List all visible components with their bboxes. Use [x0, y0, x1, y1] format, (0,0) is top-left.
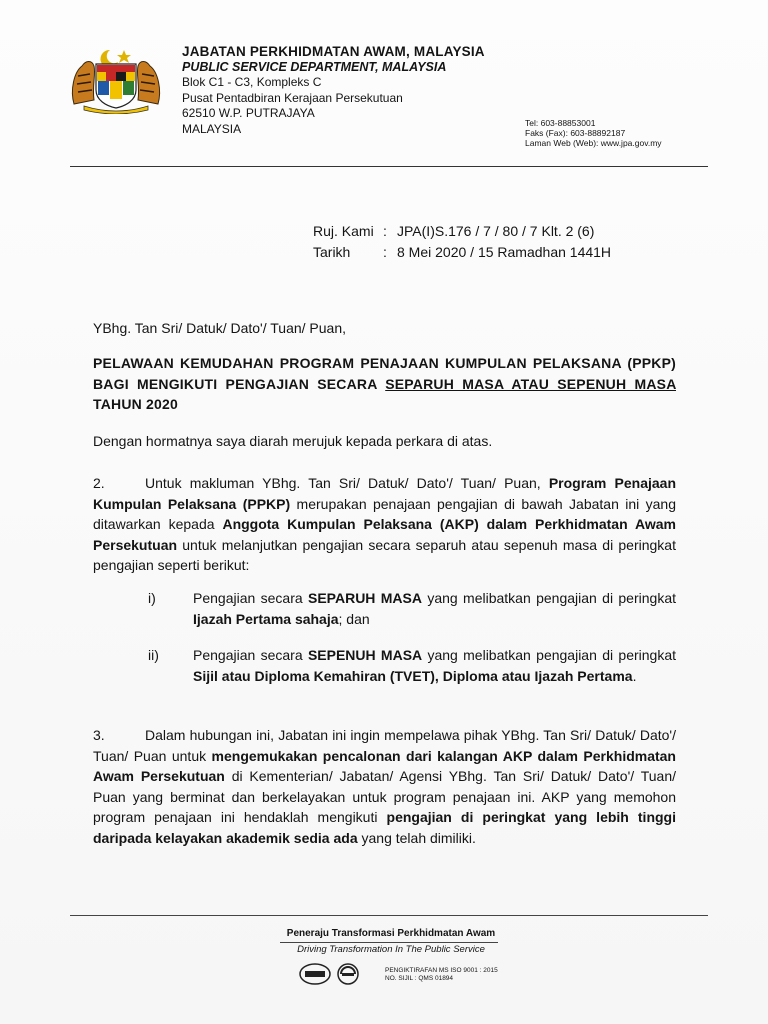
motto-underline: [280, 942, 498, 943]
paragraph-2: [93, 473, 676, 576]
org-name-en: PUBLIC SERVICE DEPARTMENT, MALAYSIA: [182, 59, 447, 74]
footer-motto-en: Driving Transformation In The Public Service: [297, 944, 485, 955]
item-text: .: [632, 667, 637, 684]
salutation: YBhg. Tan Sri/ Datuk/ Dato'/ Tuan/ Puan,: [93, 320, 347, 336]
title-year: TAHUN 2020: [93, 396, 178, 413]
contact-block: [525, 118, 662, 148]
item-bold: SEPENUH MASA: [307, 647, 423, 663]
paragraph-3: [93, 725, 676, 849]
ruj-label: Ruj. Kami: [313, 223, 374, 239]
paragraph-bold: Anggota Kumpulan Pelaksana (AKP) dalam Perkhidmatan Awam Persekutuan: [93, 516, 676, 553]
paragraph-bold: mengemukakan pencalonan dari kalangan AKP dalam Perkhidmatan Awam Persekutuan: [93, 747, 676, 785]
paragraph-bold: pengajian di peringkat yang lebih tinggi daripada kelayakan akademik sedia ada: [93, 809, 676, 846]
item-bold: Ijazah Pertama sahaja: [193, 610, 339, 627]
tarikh-label: Tarikh: [313, 244, 351, 260]
coat-of-arms-icon: [66, 46, 166, 114]
address-line: 62510 W.P. PUTRAJAYA: [182, 106, 315, 120]
contact-fax: Faks (Fax): 603-88892187: [525, 128, 626, 138]
letterhead: [182, 44, 485, 137]
header-divider: [70, 166, 708, 167]
address-line: MALAYSIA: [182, 121, 242, 136]
item-text: yang melibatkan pengajian di peringkat: [421, 590, 676, 606]
paragraph-text: di Kementerian/ Jabatan/ Agensi YBhg. Tan Sri/ Datuk/ Dato'/ Tuan/ Puan yang berminat dan berkelayakan untuk program penajaan ini. AKP yang memohon program penajaan ini hendaklah mengikuti: [93, 768, 676, 826]
list-item-text: [193, 588, 676, 629]
list-item-label: i): [148, 590, 156, 606]
letter-title: [93, 353, 676, 415]
paragraph-text: untuk melanjutkan pengajian secara separuh atau sepenuh masa di peringkat pengajian seperti berikut:: [93, 536, 676, 574]
footer-divider: [70, 915, 708, 916]
address-line: Blok C1 - C3, Kompleks C: [182, 75, 322, 89]
footer-motto: Peneraju Transformasi Perkhidmatan Awam: [286, 928, 496, 939]
reference-block: [313, 221, 611, 263]
item-text: ; dan: [338, 610, 370, 627]
iso-cert-number: NO. SIJIL : QMS 01894: [385, 975, 454, 982]
item-text: yang melibatkan pengajian di peringkat: [422, 647, 676, 663]
iso-line: PENGIKTIRAFAN MS ISO 9001 : 2015: [385, 967, 498, 974]
ruj-value: JPA(I)S.176 / 7 / 80 / 7 Klt. 2 (6): [397, 223, 595, 239]
tarikh-separator: :: [383, 244, 387, 260]
paragraph-text: yang telah dimiliki.: [357, 829, 476, 846]
list-item-label: ii): [148, 647, 159, 663]
contact-web: Laman Web (Web): www.jpa.gov.my: [525, 138, 662, 148]
paragraph-number: 2.: [93, 475, 105, 491]
item-bold: SEPARUH MASA: [308, 590, 422, 606]
item-bold: Sijil atau Diploma Kemahiran (TVET), Diploma atau Ijazah Pertama: [193, 667, 633, 684]
paragraph-bold: Program Penajaan Kumpulan Pelaksana (PPKP): [93, 475, 676, 512]
paragraph-number: 3.: [93, 727, 105, 743]
title-underlined: SEPARUH MASA ATAU SEPENUH MASA: [385, 375, 676, 392]
intro-paragraph: Dengan hormatnya saya diarah merujuk kepada perkara di atas.: [93, 433, 493, 449]
item-text: Pengajian secara: [193, 647, 308, 663]
address-line: Pusat Pentadbiran Kerajaan Persekutuan: [182, 90, 403, 105]
paragraph-text: Untuk makluman YBhg. Tan Sri/ Datuk/ Dato'/ Tuan/ Puan,: [145, 475, 549, 491]
title-text: PELAWAAN KEMUDAHAN PROGRAM PENAJAAN KUMPULAN PELAKSANA (PPKP) BAGI MENGIKUTI PENGAJIAN SECARA: [93, 355, 676, 392]
certification-logo-icon: [298, 962, 368, 986]
paragraph-text: merupakan penajaan pengajian di bawah Jabatan ini yang ditawarkan kepada: [93, 495, 676, 533]
tarikh-value: 8 Mei 2020 / 15 Ramadhan 1441H: [397, 244, 612, 260]
ruj-separator: :: [383, 223, 387, 239]
iso-certification: [385, 967, 498, 983]
list-item-text: [193, 645, 676, 686]
contact-tel: Tel: 603-88853001: [525, 118, 596, 128]
item-text: Pengajian secara: [193, 590, 308, 606]
paragraph-text: Dalam hubungan ini, Jabatan ini ingin mempelawa pihak YBhg. Tan Sri/ Datuk/ Dato'/ Tuan/ Puan untuk: [93, 727, 676, 764]
org-name: JABATAN PERKHIDMATAN AWAM, MALAYSIA: [182, 44, 485, 59]
